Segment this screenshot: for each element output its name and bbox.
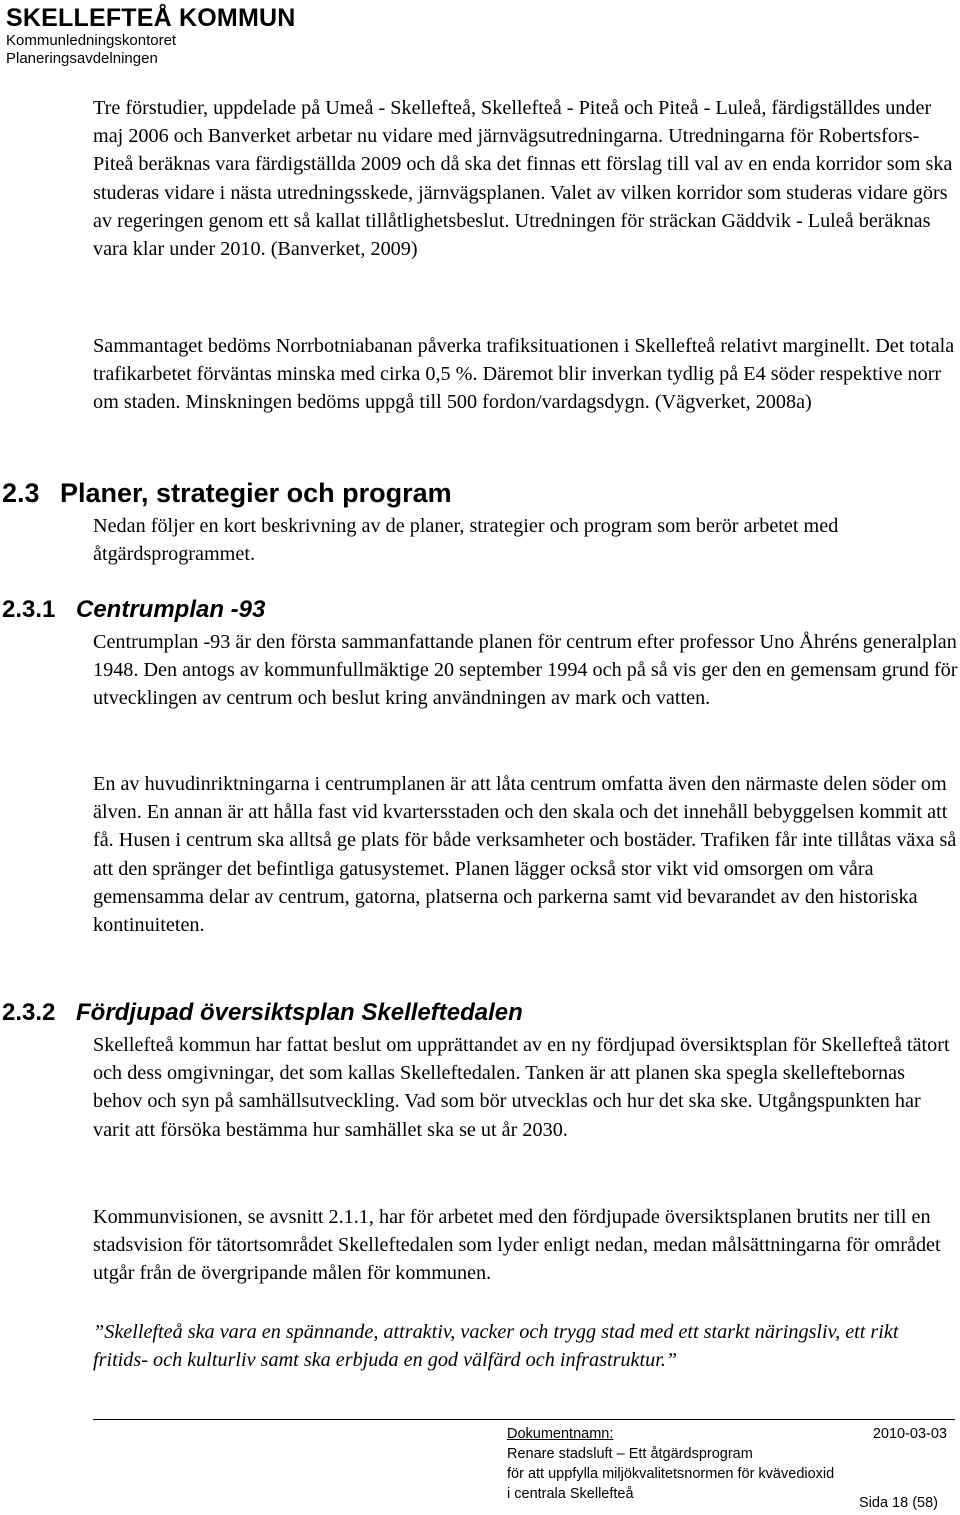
division-name: Planeringsavdelningen	[6, 50, 158, 67]
paragraph-forstudier: Tre förstudier, uppdelade på Umeå - Skellefteå, Skellefteå - Piteå och Piteå - Luleå, färdigställdes under maj 2006 och Banverket arbetar nu vidare med järnvägsutredningarna. Utredningarna för Robertsfors-Piteå beräknas vara färdigställda 2009 och då ska det finnas ett förslag till val av en enda korridor som ska studeras vidare i nästa utredningsskede, järnvägsplanen. Valet av vilken korridor som studeras vidare görs av regeringen genom ett så kallat tillåtlighetsbeslut. Utredningen för sträckan Gäddvik - Luleå beräknas vara klar under 2010. (Banverket, 2009)	[93, 97, 953, 261]
section-heading-2-3-2	[2, 998, 523, 1028]
paragraph-kommunvisionen: Kommunvisionen, se avsnitt 2.1.1, har för arbetet med den fördjupade översiktsplanen brutits ner till en stadsvision för tätortsområdet Skelleftedalen som lyder enligt nedan, medan målsättningarna för området utgår från de övergripande målen för kommunen.	[93, 1206, 941, 1285]
section-number: 2.3	[2, 478, 40, 508]
section-title: Fördjupad översiktsplan Skelleftedalen	[76, 999, 523, 1026]
page-footer	[507, 1424, 957, 1504]
section-number: 2.3.1	[2, 596, 56, 623]
paragraph-sammantaget: Sammantaget bedöms Norrbotniabanan påverka trafiksituationen i Skellefteå relativt marginellt. Det totala trafikarbetet förväntas minska med cirka 0,5 %. Däremot blir inverkan tydlig på E4 söder respektive norr om staden. Minskningen bedöms uppgå till 500 fordon/vardagsdygn. (Vägverket, 2008a)	[93, 335, 955, 414]
department-name: Kommunledningskontoret	[6, 32, 177, 49]
section-number: 2.3.2	[2, 999, 56, 1026]
paragraph-nedan: Nedan följer en kort beskrivning av de planer, strategier och program som berör arbetet med åtgärdsprogrammet.	[93, 515, 839, 566]
section-heading-2-3-1	[2, 595, 265, 625]
page-header	[6, 4, 296, 68]
document-title-line-1: Renare stadsluft – Ett åtgärdsprogram	[507, 1446, 753, 1462]
document-title-line-2: för att uppfylla miljökvalitetsnormen för kvävedioxid	[507, 1466, 835, 1482]
organization-name: SKELLEFTEÅ KOMMUN	[6, 4, 296, 32]
section-title: Centrumplan -93	[76, 596, 266, 623]
footer-divider	[93, 1419, 955, 1420]
page-number: Sida 18 (58)	[859, 1495, 938, 1511]
paragraph-huvudinriktningarna: En av huvudinriktningarna i centrumplanen är att låta centrum omfatta även den närmaste delen söder om älven. En annan är att hålla fast vid kvartersstaden och den skala och det innehåll bebyggelsen kommit att få. Husen i centrum ska alltså ge plats för både verksamheter och bostäder. Trafiken får inte tillåtas växa så att den spränger det befintliga gatusystemet. Planen lägger också stor vikt vid omsorgen om våra gemensamma delar av centrum, gatorna, platserna och parkerna samt vid bevarandet av den historiska kontinuiteten.	[93, 773, 957, 937]
document-name-label: Dokumentnamn:	[507, 1426, 614, 1442]
document-title-line-3: i centrala Skellefteå	[507, 1486, 634, 1502]
section-title: Planer, strategier och program	[60, 478, 452, 508]
section-heading-2-3	[2, 477, 452, 509]
document-date: 2010-03-03	[872, 1426, 947, 1442]
vision-quote: ”Skellefteå ska vara en spännande, attraktiv, vacker och trygg stad med ett starkt näringsliv, ett rikt fritids- och kulturliv samt ska erbjuda en god välfärd och infrastruktur.”	[93, 1321, 899, 1372]
paragraph-centrumplan: Centrumplan -93 är den första sammanfattande planen för centrum efter professor Uno Åhréns generalplan 1948. Den antogs av kommunfullmäktige 20 september 1994 och på så vis ger den en gemensam grund för utvecklingen av centrum och beslut kring användningen av mark och vatten.	[93, 631, 958, 710]
paragraph-fordjupad: Skellefteå kommun har fattat beslut om upprättandet av en ny fördjupad översiktsplan för Skellefteå tätort och dess omgivningar, det som kallas Skelleftedalen. Tanken är att planen ska spegla skelleftebornas behov och syn på samhällsutveckling. Vad som bör utvecklas och hur det ska ske. Utgångspunkten har varit att försöka bestämma hur samhället ska se ut år 2030.	[93, 1034, 950, 1141]
